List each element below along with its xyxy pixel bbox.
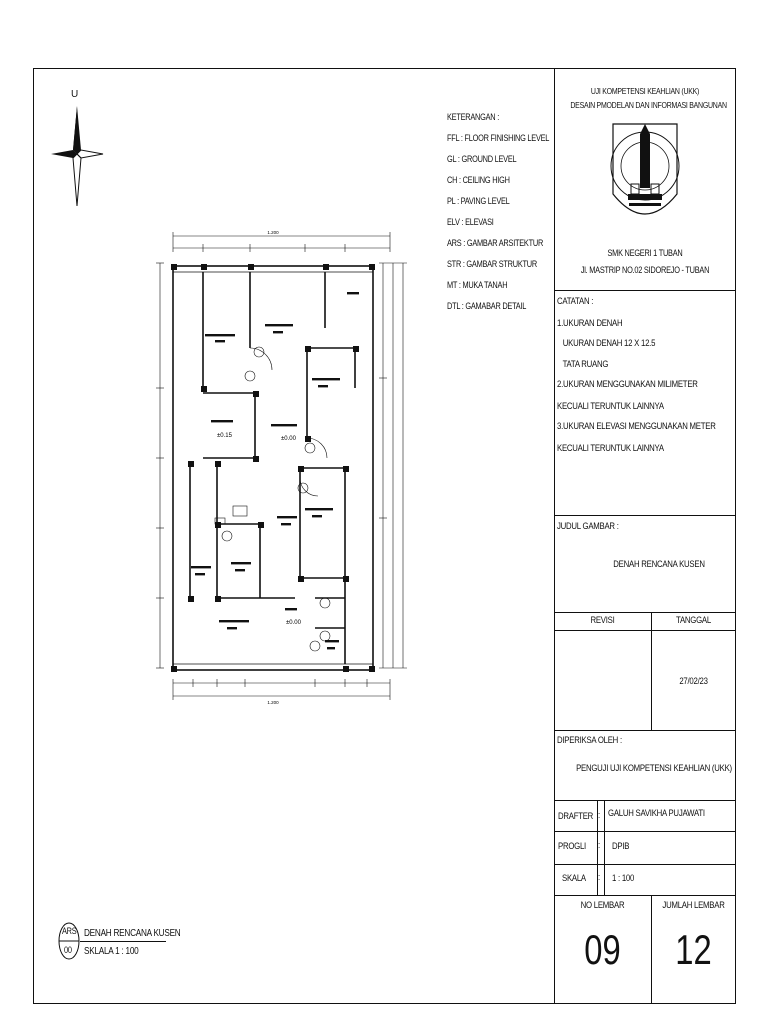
drafter-label: DRAFTER <box>558 811 594 822</box>
north-label: U <box>71 89 79 100</box>
legend-item: DTL : GAMABAR DETAIL <box>447 301 527 311</box>
drafter-sep: : <box>598 810 600 821</box>
drafter-value: GALUH SAVIKHA PUJAWATI <box>608 808 705 819</box>
progli-value: DPIB <box>612 841 630 852</box>
skala-label: SKALA <box>562 873 586 884</box>
catatan-line: UKURAN DENAH 12 X 12.5 <box>557 338 656 349</box>
no-lembar-value: 09 <box>584 926 621 973</box>
legend-title: KETERANGAN : <box>447 112 500 122</box>
sheet-tag-top: ARS <box>62 926 77 936</box>
catatan-line: 1.UKURAN DENAH <box>557 318 623 329</box>
divider <box>554 730 736 731</box>
divider <box>554 630 736 631</box>
tanggal-label: TANGGAL <box>676 615 711 626</box>
legend-item: STR : GAMBAR STRUKTUR <box>447 259 537 269</box>
diperiksa-value: PENGUJI UJI KOMPETENSI KEAHLIAN (UKK) <box>576 763 732 774</box>
sheet-tag-scale: SKLALA 1 : 100 <box>84 946 139 957</box>
jumlah-lembar-label: JUMLAH LEMBAR <box>662 900 725 911</box>
divider <box>554 515 736 516</box>
divider <box>554 800 736 801</box>
catatan-line: TATA RUANG <box>557 359 609 370</box>
divider <box>554 895 736 896</box>
legend-item: ARS : GAMBAR ARSITEKTUR <box>447 238 544 248</box>
revisi-label: REVISI <box>590 615 615 626</box>
school-name: SMK NEGERI 1 TUBAN <box>607 248 683 258</box>
sheet-tag-underline <box>80 941 166 942</box>
no-lembar-label: NO LEMBAR <box>580 900 625 911</box>
legend-item: CH : CEILING HIGH <box>447 175 510 185</box>
jumlah-lembar-value: 12 <box>675 926 712 973</box>
school-logo-icon <box>603 114 687 238</box>
diperiksa-label: DIPERIKSA OLEH : <box>557 735 622 746</box>
legend-item: PL : PAVING LEVEL <box>447 196 510 206</box>
judul-value: DENAH RENCANA KUSEN <box>613 559 705 570</box>
divider <box>554 831 736 832</box>
catatan-line: 2.UKURAN MENGGUNAKAN MILIMETER <box>557 379 698 390</box>
tanggal-value: 27/02/23 <box>679 676 708 687</box>
judul-label: JUDUL GAMBAR : <box>557 521 619 532</box>
legend-item: ELV : ELEVASI <box>447 217 494 227</box>
plan-dim-total-bottom: 1.200 <box>267 700 279 705</box>
header-line1: UJI KOMPETENSI KEAHLIAN (UKK) <box>590 86 700 96</box>
plan-dim-total: 1.200 <box>267 230 279 235</box>
school-address: Jl. MASTRIP NO.02 SIDOREJO - TUBAN <box>580 265 710 275</box>
floor-plan <box>155 228 415 708</box>
legend-item: MT : MUKA TANAH <box>447 280 508 290</box>
room-level-3: ±0.00 <box>286 620 301 626</box>
progli-label: PROGLI <box>558 841 586 852</box>
divider <box>554 864 736 865</box>
header-line2: DESAIN PMODELAN DAN INFORMASI BANGUNAN <box>570 100 727 110</box>
divider-vertical <box>651 612 652 730</box>
skala-value: 1 : 100 <box>612 873 635 884</box>
sheet-tag-bottom: 00 <box>64 945 72 955</box>
catatan-line: KECUALI TERUNTUK LAINNYA <box>557 401 664 412</box>
divider <box>554 290 736 291</box>
divider-vertical <box>651 895 652 1004</box>
legend-item: GL : GROUND LEVEL <box>447 154 517 164</box>
sheet-tag-title: DENAH RENCANA KUSEN <box>84 928 181 939</box>
room-level-2: ±0.00 <box>281 436 296 442</box>
catatan-line: 3.UKURAN ELEVASI MENGGUNAKAN METER <box>557 421 716 432</box>
catatan-line: KECUALI TERUNTUK LAINNYA <box>557 443 664 454</box>
divider <box>554 612 736 613</box>
north-arrow-icon <box>48 102 106 210</box>
catatan-title: CATATAN : <box>557 296 594 307</box>
progli-sep: : <box>598 840 600 851</box>
divider-vertical <box>604 800 605 895</box>
skala-sep: : <box>598 872 600 883</box>
room-level-1: ±0.15 <box>217 433 232 439</box>
legend-item: FFL : FLOOR FINISHING LEVEL <box>447 133 550 143</box>
